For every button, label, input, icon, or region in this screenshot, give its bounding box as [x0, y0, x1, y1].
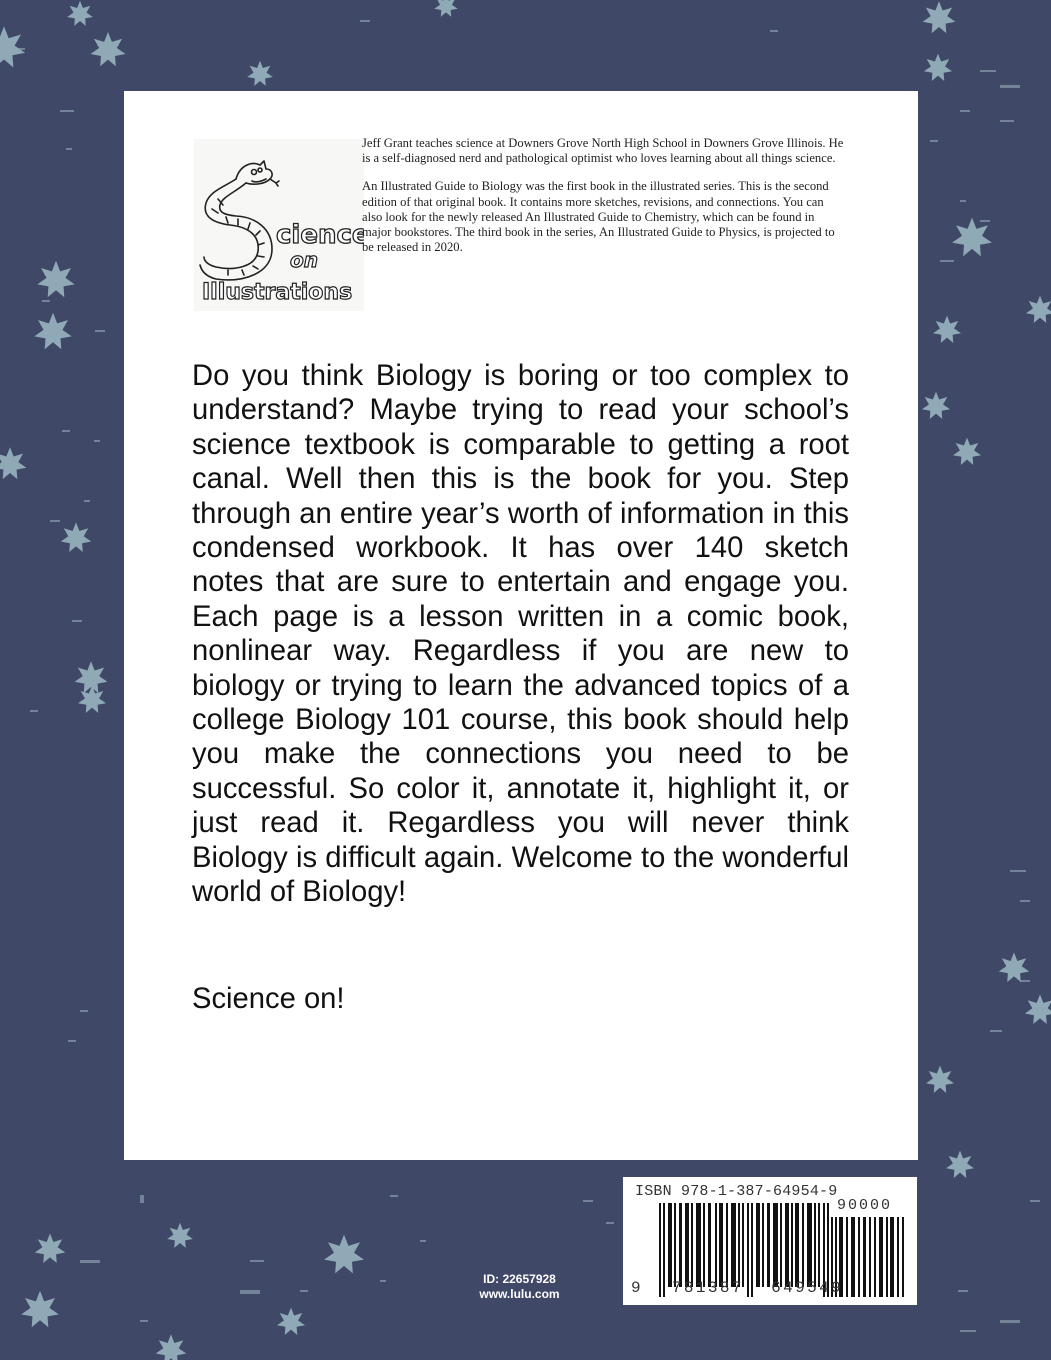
star-icon	[67, 1, 93, 26]
star-icon	[61, 522, 91, 552]
star-icon	[922, 392, 950, 419]
star-icon	[1026, 296, 1051, 323]
star-icon	[926, 1066, 954, 1093]
star-icon	[924, 54, 952, 81]
star-icon	[277, 1308, 305, 1335]
star-icon	[35, 1233, 65, 1263]
book-description: Do you think Biology is boring or too complex to understand? Maybe trying to read your school’s science textbook is comparable to getting a root canal. Well then this is the book for you. Step through an entire year’s worth of information in this condensed workbook. It has over 140 sketch notes that are sure to entertain and engage you. Each page is a lesson written in a comic book, nonlinear way. Regardless if you are new to biology or trying to learn the advanced topics of a college Biology 101 course, this book should help you make the connections you need to be successful. So color it, annotate it, highlight it, or just read it. Regardless you will never think Biology is difficult again. Welcome to the wonderful world of Biology!	[192, 360, 849, 909]
star-icon	[0, 447, 26, 479]
signoff-text: Science on!	[192, 983, 345, 1015]
star-icon	[952, 218, 992, 257]
isbn-label: ISBN 978-1-387-64954-9	[635, 1183, 838, 1200]
price-addon-number: 90000	[837, 1197, 893, 1214]
star-icon	[923, 1, 956, 33]
snake-icon	[194, 139, 364, 311]
star-icon	[37, 261, 74, 297]
back-cover-panel	[124, 91, 918, 1160]
author-bio	[362, 136, 846, 268]
star-icon	[167, 1223, 193, 1248]
star-icon	[156, 1334, 186, 1360]
star-icon	[78, 686, 106, 713]
star-icon	[1025, 994, 1051, 1024]
science-on-illustrations-logo	[194, 139, 364, 311]
svg-text:cience: cience	[276, 220, 364, 250]
ean-digits	[631, 1279, 843, 1297]
publisher-id: ID: 22657928	[483, 1272, 556, 1286]
star-icon	[21, 1291, 58, 1327]
star-icon	[933, 316, 961, 343]
star-icon	[90, 32, 125, 66]
star-icon	[247, 61, 273, 86]
ean-right-group: 649549	[771, 1279, 844, 1297]
publisher-info	[462, 1272, 577, 1302]
ean-first-digit: 9	[631, 1279, 641, 1297]
star-icon	[75, 661, 108, 693]
svg-text:Illustrations: Illustrations	[202, 280, 353, 305]
author-bio-paragraph: Jeff Grant teaches science at Downers Grove North High School in Downers Grove Illinois. He is a self-diagnosed nerd and pathological optimist who loves learning about all things science.	[362, 136, 844, 166]
star-icon	[946, 1151, 974, 1178]
star-icon	[0, 26, 25, 67]
ean-left-group: 781387	[671, 1279, 744, 1297]
series-info-paragraph: An Illustrated Guide to Biology was the first book in the illustrated series. This is the second edition of that original book. It contains more sketches, revisions, and connections. You can also look for the newly released An Illustrated Guide to Chemistry, which can be found in major bookstores. The third book in the series, An Illustrated Guide to Physics, is projected to be released in 2020.	[362, 179, 835, 255]
star-icon	[434, 0, 457, 17]
publisher-website: www.lulu.com	[479, 1287, 560, 1301]
star-icon	[324, 1235, 364, 1274]
star-icon	[999, 952, 1029, 982]
svg-text:on: on	[290, 248, 318, 272]
star-icon	[953, 438, 981, 465]
star-icon	[34, 313, 71, 349]
isbn-barcode	[623, 1177, 917, 1305]
